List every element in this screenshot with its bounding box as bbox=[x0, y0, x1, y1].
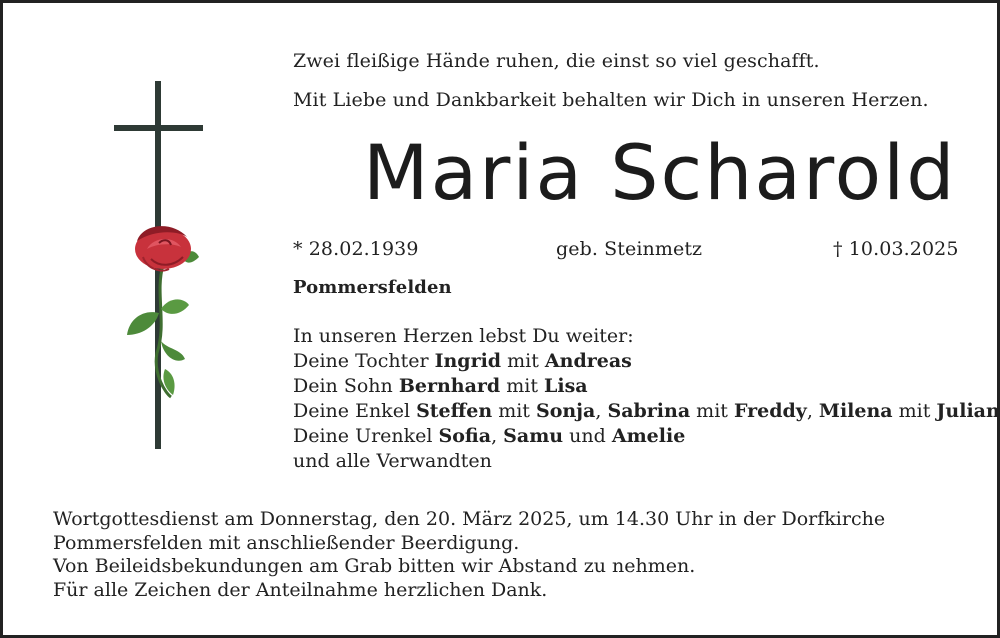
birth-date: * 28.02.1939 bbox=[293, 238, 419, 260]
notice-line: Pommersfelden mit anschließender Beerdigung. bbox=[53, 531, 520, 554]
mourner-line-grandchildren bbox=[293, 399, 1000, 424]
relation-label: Deine Tochter bbox=[293, 350, 435, 372]
place-of-residence: Pommersfelden bbox=[293, 277, 452, 298]
leaf-icon bbox=[161, 299, 189, 314]
deceased-name: Maria Scharold bbox=[363, 128, 957, 217]
mourner-name: Bernhard bbox=[398, 375, 501, 397]
connector-text: mit bbox=[500, 375, 545, 397]
mourner-name: Julian bbox=[936, 400, 1000, 422]
connector-text: und bbox=[563, 425, 612, 447]
relation-label: Deine Enkel bbox=[293, 400, 417, 422]
verse-line: Zwei fleißige Hände ruhen, die einst so viel geschafft. bbox=[293, 50, 820, 72]
maiden-name: geb. Steinmetz bbox=[556, 238, 703, 260]
notice-line: Für alle Zeichen der Anteilnahme herzlichen Dank. bbox=[53, 578, 548, 601]
mourner-name: Ingrid bbox=[434, 350, 502, 372]
leaf-icon bbox=[161, 341, 185, 361]
cross-with-rose-icon bbox=[103, 73, 223, 457]
mourner-line-son bbox=[293, 374, 1000, 399]
connector-text: mit bbox=[501, 350, 545, 372]
connector-text: mit bbox=[690, 400, 734, 422]
rose-icon bbox=[135, 226, 191, 270]
mourner-name: Andreas bbox=[544, 350, 632, 372]
mourner-name: Milena bbox=[818, 400, 893, 422]
mourner-line-daughter bbox=[293, 349, 1000, 374]
notice-line: Wortgottesdienst am Donnerstag, den 20. März 2025, um 14.30 Uhr in der Dorfkirche bbox=[53, 508, 886, 530]
death-date: † 10.03.2025 bbox=[833, 238, 959, 260]
connector-text: mit bbox=[492, 400, 536, 422]
verse-line: Mit Liebe und Dankbarkeit behalten wir Dich in unseren Herzen. bbox=[293, 89, 929, 111]
relation-label: Deine Urenkel bbox=[293, 425, 439, 447]
cross-horizontal-beam bbox=[114, 125, 203, 131]
mourner-name: Samu bbox=[503, 425, 564, 447]
connector-text: , bbox=[491, 425, 504, 447]
mourner-name: Steffen bbox=[416, 400, 493, 422]
mourners-intro: In unseren Herzen lebst Du weiter: bbox=[293, 325, 634, 347]
mourner-name: Amelie bbox=[611, 425, 686, 447]
relation-label: Dein Sohn bbox=[293, 375, 399, 397]
mourner-name: Sabrina bbox=[607, 400, 691, 422]
mourners-list bbox=[293, 324, 1000, 474]
mourners-relatives: und alle Verwandten bbox=[293, 450, 492, 472]
mourner-name: Lisa bbox=[544, 375, 588, 397]
leaf-icon bbox=[127, 312, 159, 335]
mourner-name: Sofia bbox=[438, 425, 492, 447]
notice-line: Von Beileidsbekundungen am Grab bitten wir Abstand zu nehmen. bbox=[53, 555, 696, 577]
mourner-name: Freddy bbox=[733, 400, 807, 422]
mourner-line-great-grandchildren bbox=[293, 424, 1000, 449]
connector-text: , bbox=[806, 400, 819, 422]
connector-text: mit bbox=[892, 400, 937, 422]
funeral-notice bbox=[53, 508, 885, 602]
mourner-name: Sonja bbox=[535, 400, 596, 422]
connector-text: , bbox=[595, 400, 608, 422]
